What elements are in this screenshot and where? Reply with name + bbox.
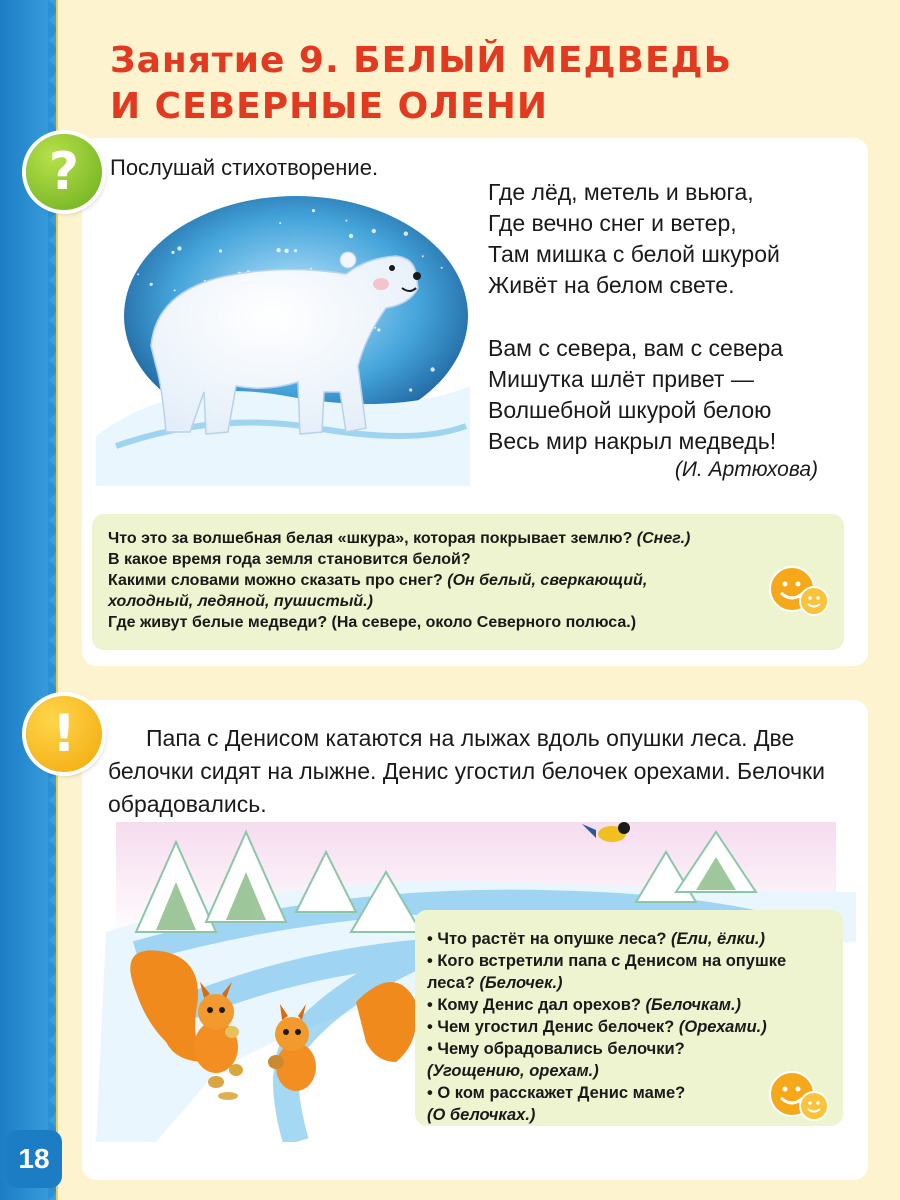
- poem-author: (И. Артюхова): [674, 458, 818, 481]
- poem-line: Мишутка шлёт привет —: [488, 366, 754, 392]
- answer-hint: (Он белый, сверкающий,: [447, 572, 648, 589]
- answer-hint: (Орехами.): [678, 1018, 767, 1036]
- question-item: [108, 591, 690, 612]
- story-text: Папа с Денисом катаются на лыжах вдоль опушки леса. Две белочки сидят на лыжне. Денис угостил белочек орехами. Белочки обрадовались.: [108, 725, 825, 817]
- answer-hint: (Белочкам.): [645, 996, 742, 1014]
- answer-hint: (Угощению, орехам.): [427, 1062, 599, 1080]
- poem-instruction: Послушай стихотворение.: [110, 155, 379, 180]
- poem-questions-list: [108, 528, 690, 633]
- poem-text: [488, 177, 783, 489]
- exclamation-mark-icon: !: [26, 696, 102, 772]
- title-line-1: Занятие 9. БЕЛЫЙ МЕДВЕДЬ: [110, 40, 733, 81]
- question-item: • Чем угостил Денис белочек? (Орехами.): [427, 1018, 767, 1036]
- question-item: Что это за волшебная белая «шкура», которая покрывает землю? (Снег.): [108, 530, 691, 547]
- answer-hint: (Белочек.): [479, 974, 563, 992]
- poem-line: Где лёд, метель и вьюга,: [488, 179, 754, 205]
- poem-line: Волшебной шкурой белою: [488, 397, 772, 423]
- question-item: В какое время года земля становится белой?: [108, 551, 471, 568]
- poem-line: Там мишка с белой шкурой: [488, 241, 780, 267]
- title-line-2: И СЕВЕРНЫЕ ОЛЕНИ: [110, 86, 548, 127]
- question-item: • Чему обрадовались белочки? (Угощению, орехам.): [427, 1040, 685, 1080]
- question-item: • Кого встретили папа с Денисом на опушке леса? (Белочек.): [427, 952, 787, 992]
- question-item: • Что растёт на опушке леса? (Ели, ёлки.): [427, 930, 765, 948]
- question-mark-icon: ?: [26, 134, 102, 210]
- question-item: Где живут белые медведи? (На севере, около Северного полюса.): [108, 614, 637, 631]
- answer-hint: холодный, ледяной, пушистый.): [108, 593, 373, 610]
- poem-stanza-1: [488, 177, 783, 301]
- smiley-faces-icon: [768, 565, 830, 617]
- poem-line: Живёт на белом свете.: [488, 272, 735, 298]
- poem-line: Вам с севера, вам с севера: [488, 335, 784, 361]
- answer-hint: (Снег.): [636, 530, 691, 547]
- smiley-faces-icon: [768, 1070, 830, 1122]
- poem-line: Где вечно снег и ветер,: [488, 210, 737, 236]
- question-item: • О ком расскажет Денис маме? (О белочках.): [427, 1084, 686, 1124]
- answer-hint: (Ели, ёлки.): [671, 930, 765, 948]
- page-number: 18: [6, 1130, 62, 1188]
- page-title: [110, 38, 732, 130]
- polar-bear-illustration: [96, 196, 470, 486]
- question-item: • Кому Денис дал орехов? (Белочкам.): [427, 996, 742, 1014]
- poem-line: Весь мир накрыл медведь!: [488, 428, 777, 454]
- answer-hint: (О белочках.): [427, 1106, 536, 1124]
- poem-stanza-2: [488, 333, 783, 457]
- question-item: Какими словами можно сказать про снег? (Он белый, сверкающий,: [108, 572, 648, 589]
